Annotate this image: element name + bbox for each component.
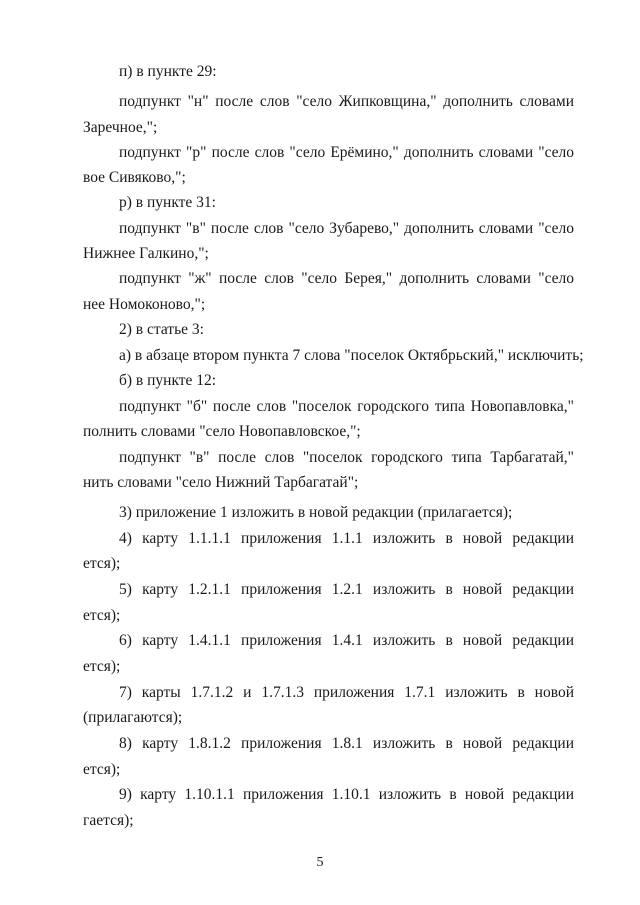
text-line: 2) в статье 3: <box>119 321 204 338</box>
text-line: вое Сивяково,"; <box>83 169 186 186</box>
text-line: подпункт "н" после слов "село Жипковщина," дополнить словами <box>119 93 574 110</box>
text-line: (прилагаются); <box>83 709 183 726</box>
text-line: подпункт "в" после слов "село Зубарево," дополнить словами "село <box>119 220 574 237</box>
text-line: 8) карту 1.8.1.2 приложения 1.8.1 изложить в новой редакции <box>119 735 574 752</box>
text-line: полнить словами "село Новопавловское,"; <box>83 423 361 440</box>
text-line: Заречное,"; <box>83 119 158 136</box>
text-line: 6) карту 1.4.1.1 приложения 1.4.1 изложить в новой редакции <box>119 632 574 649</box>
text-line: ется); <box>83 761 121 778</box>
text-line: подпункт "ж" после слов "село Берея," дополнить словами "село <box>119 270 574 287</box>
text-line: а) в абзаце втором пункта 7 слова "поселок Октябрьский," исключить; <box>119 347 584 364</box>
text-line: 5) карту 1.2.1.1 приложения 1.2.1 изложить в новой редакции <box>119 581 574 598</box>
text-line: 9) карту 1.10.1.1 приложения 1.10.1 изложить в новой редакции <box>119 786 574 803</box>
text-line: гается); <box>83 812 134 829</box>
text-line: подпункт "р" после слов "село Ерёмино," дополнить словами "село <box>119 144 574 161</box>
page-number: 5 <box>316 855 324 870</box>
text-line: п) в пункте 29: <box>119 63 217 80</box>
text-line: б) в пункте 12: <box>119 372 217 389</box>
text-line: нее Номоконово,"; <box>83 296 206 313</box>
text-line: ется); <box>83 555 121 572</box>
text-line: ется); <box>83 658 121 675</box>
text-line: Нижнее Галкино,"; <box>83 245 209 262</box>
text-line: 3) приложение 1 изложить в новой редакции (прилагается); <box>119 504 513 521</box>
text-line: подпункт "в" после слов "поселок городского типа Тарбагатай," <box>119 449 574 466</box>
text-line: подпункт "б" после слов "поселок городского типа Новопавловка," <box>119 398 574 415</box>
text-line: р) в пункте 31: <box>119 194 216 211</box>
text-line: нить словами "село Нижний Тарбагатай"; <box>83 474 359 491</box>
text-line: ется); <box>83 607 121 624</box>
text-line: 7) карты 1.7.1.2 и 1.7.1.3 приложения 1.7.1 изложить в новой <box>119 684 574 701</box>
text-line: 4) карту 1.1.1.1 приложения 1.1.1 изложить в новой редакции <box>119 530 574 547</box>
